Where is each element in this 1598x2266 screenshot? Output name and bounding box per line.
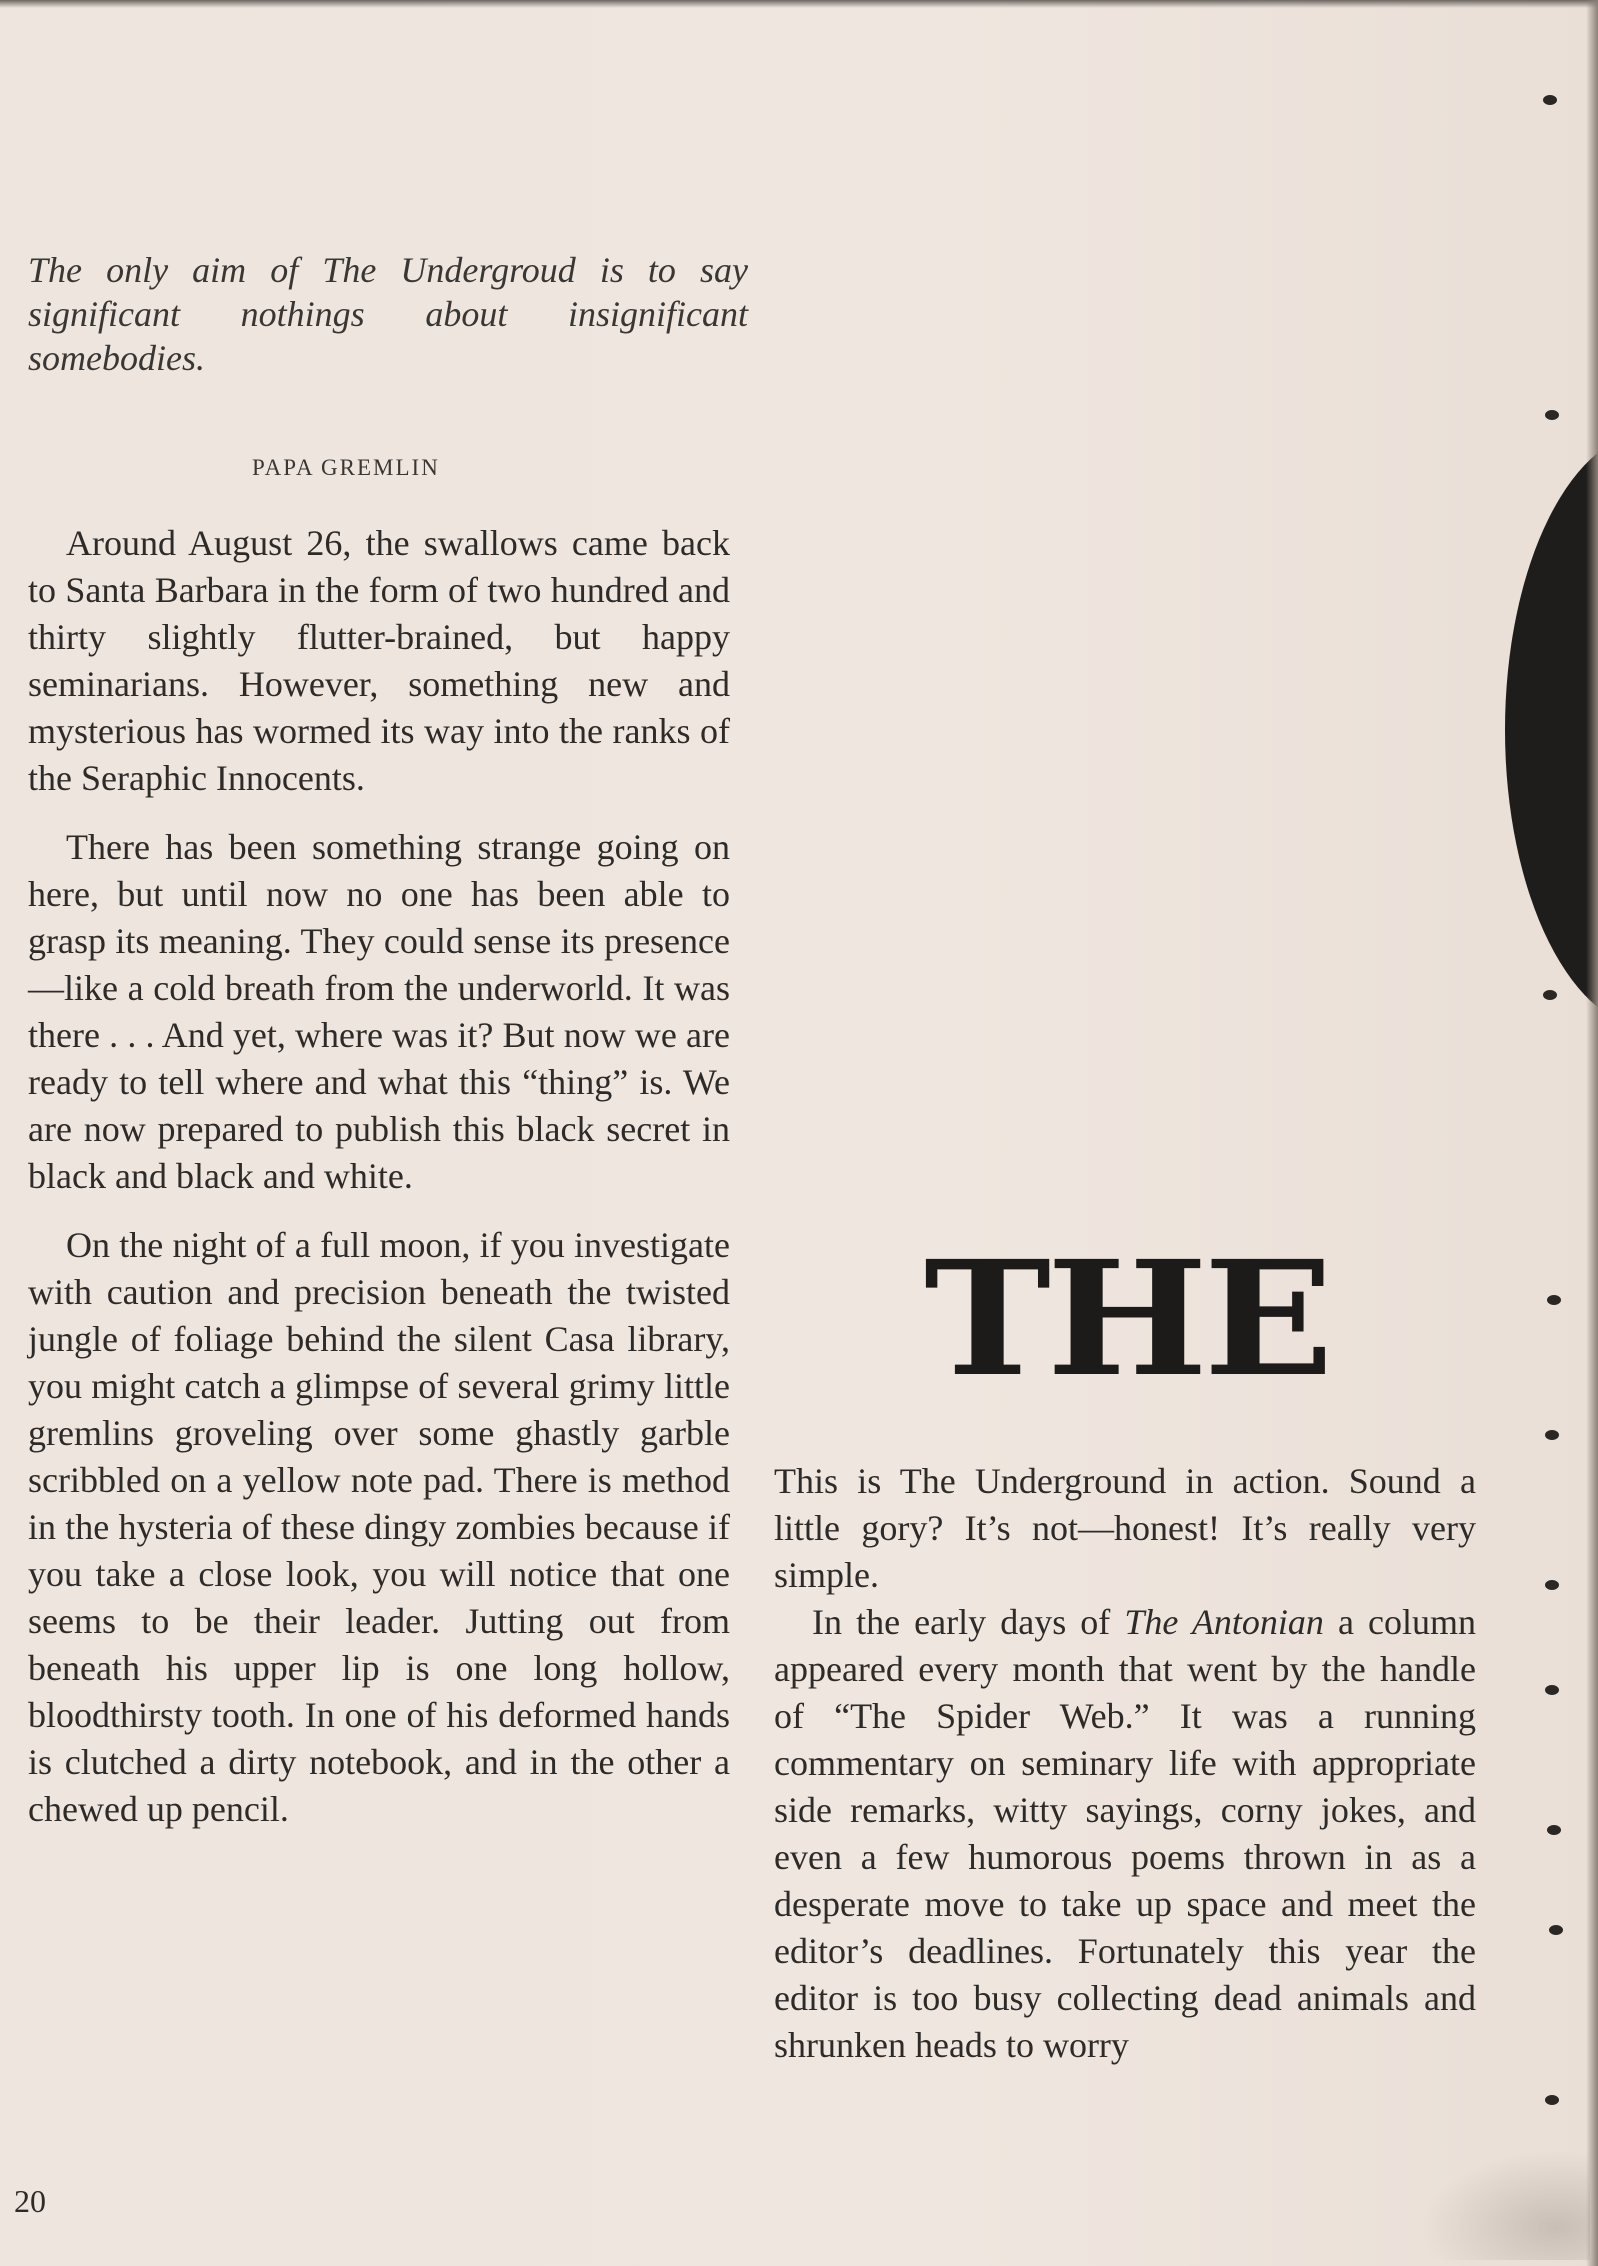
intro-epigraph: The only aim of The Undergroud is to say significant nothings about insignificant somebodies. [28,250,748,378]
article-title: THE [924,1227,1330,1412]
page-number: 20 [14,2183,46,2219]
binding-hole-mark [1543,95,1557,105]
publication-name: The Antonian [1124,1602,1324,1642]
binding-hole-mark [1547,1825,1561,1835]
paragraph-text: In the early days of [812,1602,1125,1642]
black-semicircle-graphic [1505,430,1598,1030]
page-right-edge [1586,0,1598,2266]
binding-hole-mark [1547,1295,1561,1305]
paragraph [774,1599,1476,2069]
paragraph: On the night of a full moon, if you investigate with caution and precision beneath the twisted jungle of foliage behind the silent Casa library, you might catch a glimpse of several grimy little gremlins groveling over some ghastly garble scribbled on a yellow note pad. There is method in the hysteria of these dingy zombies because if you take a close look, you will notice that one seems to be their leader. Jutting out from beneath his upper lip is one long hollow, bloodthirsty tooth. In one of his deformed hands is clutched a dirty notebook, and in the other a chewed up pencil. [28,1225,730,1829]
binding-hole-mark [1545,1430,1559,1440]
left-column [28,520,730,1833]
paper-smudge [1420,2150,1590,2260]
binding-hole-mark [1545,2095,1559,2105]
paragraph: There has been something strange going on here, but until now no one has been able to grasp its meaning. They could sense its presence—like a cold breath from the underworld. It was there . . . And yet, where was it? But now we are ready to tell where and what this “thing” is. We are now prepared to publish this black secret in black and black and white. [28,827,730,1196]
binding-hole-mark [1545,410,1559,420]
author-byline: PAPA GREMLIN [252,455,440,480]
binding-hole-mark [1545,1580,1559,1590]
binding-hole-mark [1543,990,1557,1000]
paragraph-text: a column appeared every month that went by the handle of “The Spider Web.” It was a running commentary on seminary life with appropriate side remarks, witty sayings, corny jokes, and even a few humorous poems thrown in as a desperate move to take up space and meet the editor’s deadlines. Fortunately this year the editor is too busy collecting dead animals and shrunken heads to worry [774,1602,1476,2065]
binding-hole-mark [1545,1685,1559,1695]
binding-hole-mark [1549,1925,1563,1935]
paragraph: Around August 26, the swallows came back to Santa Barbara in the form of two hundred and thirty slightly flutter-brained, but happy seminarians. However, something new and mysterious has wormed its way into the ranks of the Seraphic Innocents. [28,523,730,798]
right-column [774,1458,1476,2069]
paragraph: This is The Underground in action. Sound a little gory? It’s not—honest! It’s really very simple. [774,1461,1476,1595]
top-edge-shadow [0,0,1598,8]
